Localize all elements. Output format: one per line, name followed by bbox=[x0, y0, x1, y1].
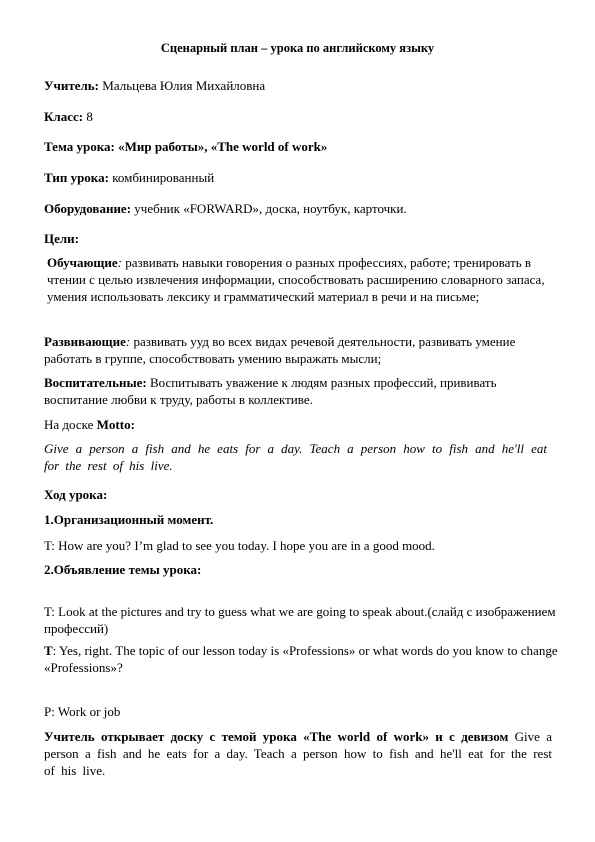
lesson-type-value: комбинированный bbox=[112, 170, 215, 185]
step2-teacher-label: T bbox=[44, 643, 53, 658]
step2-text-2-body: : Yes, right. The topic of our lesson today is «Professions» or what words do you know to change «Professions»? bbox=[44, 643, 558, 675]
course-heading bbox=[44, 486, 564, 503]
goals-heading bbox=[44, 230, 564, 247]
step1-text: T: How are you? I’m glad to see you today. I hope you are in a good mood. bbox=[44, 538, 435, 553]
course-heading-text: Ход урока: bbox=[44, 487, 108, 502]
final-paragraph-text: Give a person a fish and he eats for a day. Teach a person how to fish and he'll eat for the rest of his live. bbox=[44, 729, 553, 778]
goal-educational bbox=[44, 254, 560, 305]
equipment-line bbox=[44, 200, 564, 217]
goal-upbringing-text: Воспитывать уважение к людям разных профессий, прививать воспитание любви к труду, работы в коллективе. bbox=[44, 375, 497, 407]
step2-heading bbox=[44, 561, 564, 578]
goal-developing-colon: : bbox=[125, 334, 131, 349]
document-title: Сценарный план – урока по английскому языку bbox=[160, 41, 435, 55]
topic-line bbox=[44, 138, 564, 155]
topic-value: «Мир работы», «The world of work» bbox=[118, 139, 328, 154]
lesson-type-label: Тип урока: bbox=[44, 170, 109, 185]
lesson-type-line bbox=[44, 169, 564, 186]
goal-developing bbox=[44, 333, 560, 367]
teacher-line bbox=[44, 77, 564, 94]
goal-upbringing bbox=[44, 374, 560, 408]
topic-label: Тема урока: bbox=[44, 139, 115, 154]
goals-heading-text: Цели: bbox=[44, 231, 79, 246]
goal-educational-label: Обучающие bbox=[47, 255, 118, 270]
step1-heading bbox=[44, 511, 564, 528]
teacher-value: Мальцева Юлия Михайловна bbox=[102, 78, 266, 93]
goal-upbringing-label: Воспитательные: bbox=[44, 375, 147, 390]
equipment-label: Оборудование: bbox=[44, 201, 132, 216]
board-line bbox=[44, 416, 564, 433]
goal-developing-label: Развивающие bbox=[44, 334, 126, 349]
board-motto-label: Motto: bbox=[96, 417, 135, 432]
class-label: Класс: bbox=[44, 109, 84, 124]
final-paragraph bbox=[44, 728, 552, 779]
step1-heading-text: 1.Организационный момент. bbox=[44, 512, 214, 527]
class-line bbox=[44, 108, 564, 125]
goal-educational-text: развивать навыки говорения о разных профессиях, работе; тренировать в чтении с целью извлечения информации, способствовать расширению словарного запаса, умения использовать лексику и грамматический материал в речи и на письме; bbox=[47, 255, 545, 304]
goal-educational-colon: : bbox=[117, 255, 122, 270]
class-value: 8 bbox=[86, 109, 93, 124]
step2-heading-text: 2.Объявление темы урока: bbox=[44, 562, 202, 577]
final-paragraph-bold: Учитель открывает доску с темой урока «The world of work» и с девизом bbox=[44, 729, 509, 744]
goal-developing-text: развивать ууд во всех видах речевой деятельности, развивать умение работать в группе, способствовать умению выражать мысли; bbox=[44, 334, 516, 366]
step2-text-1: T: Look at the pictures and try to guess what we are going to speak about.(слайд с изображением профессий) bbox=[44, 604, 556, 636]
motto-text: Give a person a fish and he eats for a day. Teach a person how to fish and he'll eat for the rest of his live. bbox=[44, 441, 547, 473]
equipment-value: учебник «FORWARD», доска, ноутбук, карточки. bbox=[134, 201, 407, 216]
pupil-answer: P: Work or job bbox=[44, 704, 121, 719]
step2-text-2 bbox=[44, 642, 560, 676]
board-prefix: На доске bbox=[44, 417, 97, 432]
teacher-label: Учитель: bbox=[44, 78, 100, 93]
